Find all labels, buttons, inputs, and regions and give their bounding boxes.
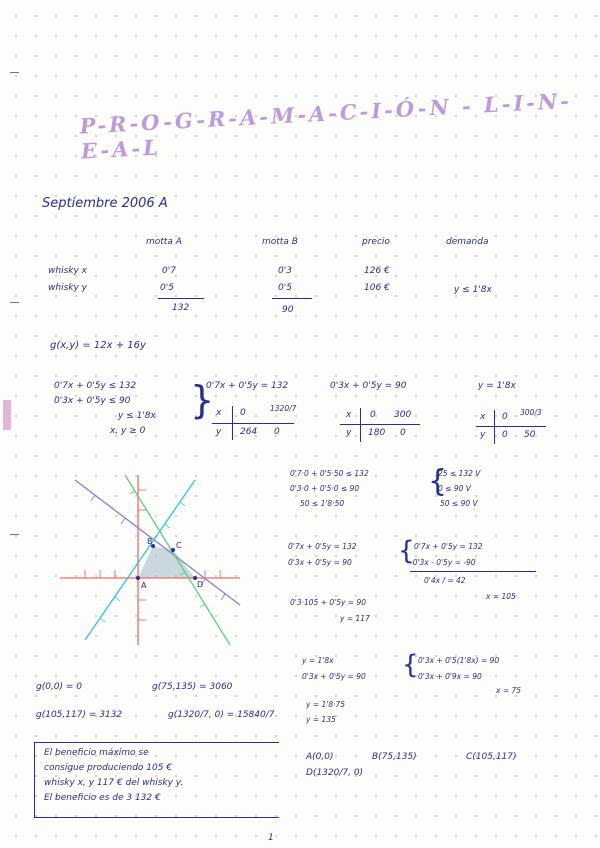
margin-stamp [3, 400, 11, 430]
sys2-x: x = 75 [496, 686, 522, 695]
table-header-price: precio [362, 237, 390, 247]
eval-a: g(0,0) = 0 [36, 682, 83, 692]
total-b: 90 [282, 305, 294, 315]
total-a: 132 [172, 303, 190, 313]
t3-y0: 0 [502, 430, 508, 440]
sys2-eq1: y = 1'8x [302, 656, 334, 665]
sys2-eq1b: 0'3x + 0'5(1'8x) = 90 [418, 656, 500, 665]
t1-hline [212, 423, 294, 424]
sys1-x: x = 105 [486, 592, 516, 601]
cell-x-b: 0'3 [278, 266, 292, 276]
checks-brace: { [428, 464, 448, 499]
sys2-eq2b: 0'3x + 0'9x = 90 [418, 672, 482, 681]
page-title: P-R-O-G-R-A-M-A-C-I-Ó-N - L-I-N-E-A-L [79, 87, 573, 164]
table-header-demand: demanda [446, 237, 489, 247]
t3-hline [476, 426, 546, 427]
row-label-x: whisky x [48, 266, 87, 276]
t3-x1: 300/3 [520, 408, 542, 417]
t2-y1: 0 [400, 428, 406, 438]
sys1-eq1: 0'7x + 0'5y = 132 [288, 542, 357, 551]
margin-mark [10, 534, 19, 535]
eval-c: g(105,117) = 3132 [36, 710, 123, 720]
eval-d: g(1320/7, 0) = 15840/7 [168, 710, 275, 720]
table-header-a: motta A [146, 237, 182, 247]
check-2-expr: 0'3·0 + 0'5·0 ≤ 90 [290, 484, 360, 493]
sys2-y2: y = 135 [306, 715, 336, 724]
vertex-list-c: C(105,117) [466, 752, 517, 762]
check-1-result: 25 ≤ 132 V [438, 469, 481, 478]
sys1-brace: { [398, 536, 415, 566]
t1-x0: 0 [240, 408, 246, 418]
t1-vline [232, 406, 233, 440]
t3-y-label: y [480, 430, 486, 440]
check-3-result: 50 ≤ 90 V [440, 499, 478, 508]
objective-function: g(x,y) = 12x + 16y [50, 340, 146, 351]
sum-line-b [272, 298, 312, 299]
page-number: 1 [268, 833, 274, 843]
t1-x1: 1320/7 [270, 404, 297, 413]
vertex-c [171, 548, 175, 552]
t2-x1: 300 [394, 410, 412, 420]
sys1-eq2b: -0'3x - 0'5y = -90 [410, 558, 476, 567]
vertex-a [136, 576, 140, 580]
t3-vline [494, 410, 495, 444]
t2-hline [340, 424, 420, 425]
t2-vline [360, 408, 361, 442]
constraint-4: x, y ≥ 0 [110, 426, 146, 436]
eval-b: g(75,135) = 3060 [152, 682, 233, 692]
cell-x-price: 126 € [364, 266, 390, 276]
margin-mark [10, 302, 19, 303]
cell-demand: y ≤ 1'8x [454, 285, 492, 295]
cell-y-a: 0'5 [160, 283, 174, 293]
check-2-result: 0 ≤ 90 V [438, 484, 471, 493]
sys1-sum: 0'4x / = 42 [424, 576, 466, 585]
t1-y-label: y [216, 427, 222, 437]
check-3-expr: 50 ≤ 1'8·50 [300, 499, 345, 508]
vertex-list-a: A(0,0) [306, 752, 334, 762]
sys1-sum-line [410, 571, 536, 572]
constraints-brace: } [190, 378, 215, 422]
t3-x0: 0 [502, 412, 508, 422]
constraint-2: 0'3x + 0'5y ≤ 90 [54, 396, 131, 406]
sys2-eq2: 0'3x + 0'5y = 90 [302, 672, 366, 681]
t1-y0: 264 [240, 427, 258, 437]
margin-mark [10, 72, 19, 73]
vertex-list-d: D(1320/7, 0) [306, 768, 364, 778]
check-1-expr: 0'7·0 + 0'5·50 ≤ 132 [290, 469, 369, 478]
label-a: A [141, 581, 147, 590]
sys1-eq1b: 0'7x + 0'5y = 132 [414, 542, 483, 551]
conclusion-line-3: whisky x, y 117 € del whisky y. [44, 778, 184, 788]
constraint-1: 0'7x + 0'5y ≤ 132 [54, 381, 137, 391]
t2-x-label: x [346, 410, 352, 420]
sys1-sub: 0'3·105 + 0'5y = 90 [290, 598, 366, 607]
t1-x-label: x [216, 408, 222, 418]
conclusion-line-1: El beneficio máximo se [44, 748, 149, 758]
line-1-eq: 0'7x + 0'5y = 132 [206, 381, 289, 391]
sys2-y1: y = 1'8·75 [306, 700, 346, 709]
table-header-b: motta B [262, 237, 298, 247]
cell-y-b: 0'5 [278, 283, 292, 293]
label-c: C [176, 541, 182, 550]
sys1-y: y = 117 [340, 614, 370, 623]
conclusion-line-4: El beneficio es de 3 132 € [44, 793, 161, 803]
cell-x-a: 0'7 [162, 266, 176, 276]
label-b: B [147, 537, 153, 546]
constraint-3: y ≤ 1'8x [118, 411, 156, 421]
feasible-region-graph [55, 470, 250, 650]
row-label-y: whisky y [48, 283, 87, 293]
cell-y-price: 106 € [364, 283, 390, 293]
line-2-eq: 0'3x + 0'5y = 90 [330, 381, 407, 391]
sys1-eq2: 0'3x + 0'5y = 90 [288, 558, 352, 567]
t2-y-label: y [346, 428, 352, 438]
problem-heading: Septiembre 2006 A [42, 196, 168, 211]
t1-y1: 0 [274, 427, 280, 437]
vertex-list-b: B(75,135) [372, 752, 417, 762]
label-d: D [197, 580, 204, 589]
constraint-line-1 [75, 480, 240, 605]
t2-y0: 180 [368, 428, 386, 438]
sys2-brace: { [402, 650, 419, 680]
line-3-eq: y = 1'8x [478, 381, 516, 391]
conclusion-line-2: consigue produciendo 105 € [44, 763, 173, 773]
sum-line-a [158, 298, 204, 299]
t2-x0: 0 [370, 410, 376, 420]
t3-x-label: x [480, 412, 486, 422]
t3-y1: 50 [524, 430, 536, 440]
